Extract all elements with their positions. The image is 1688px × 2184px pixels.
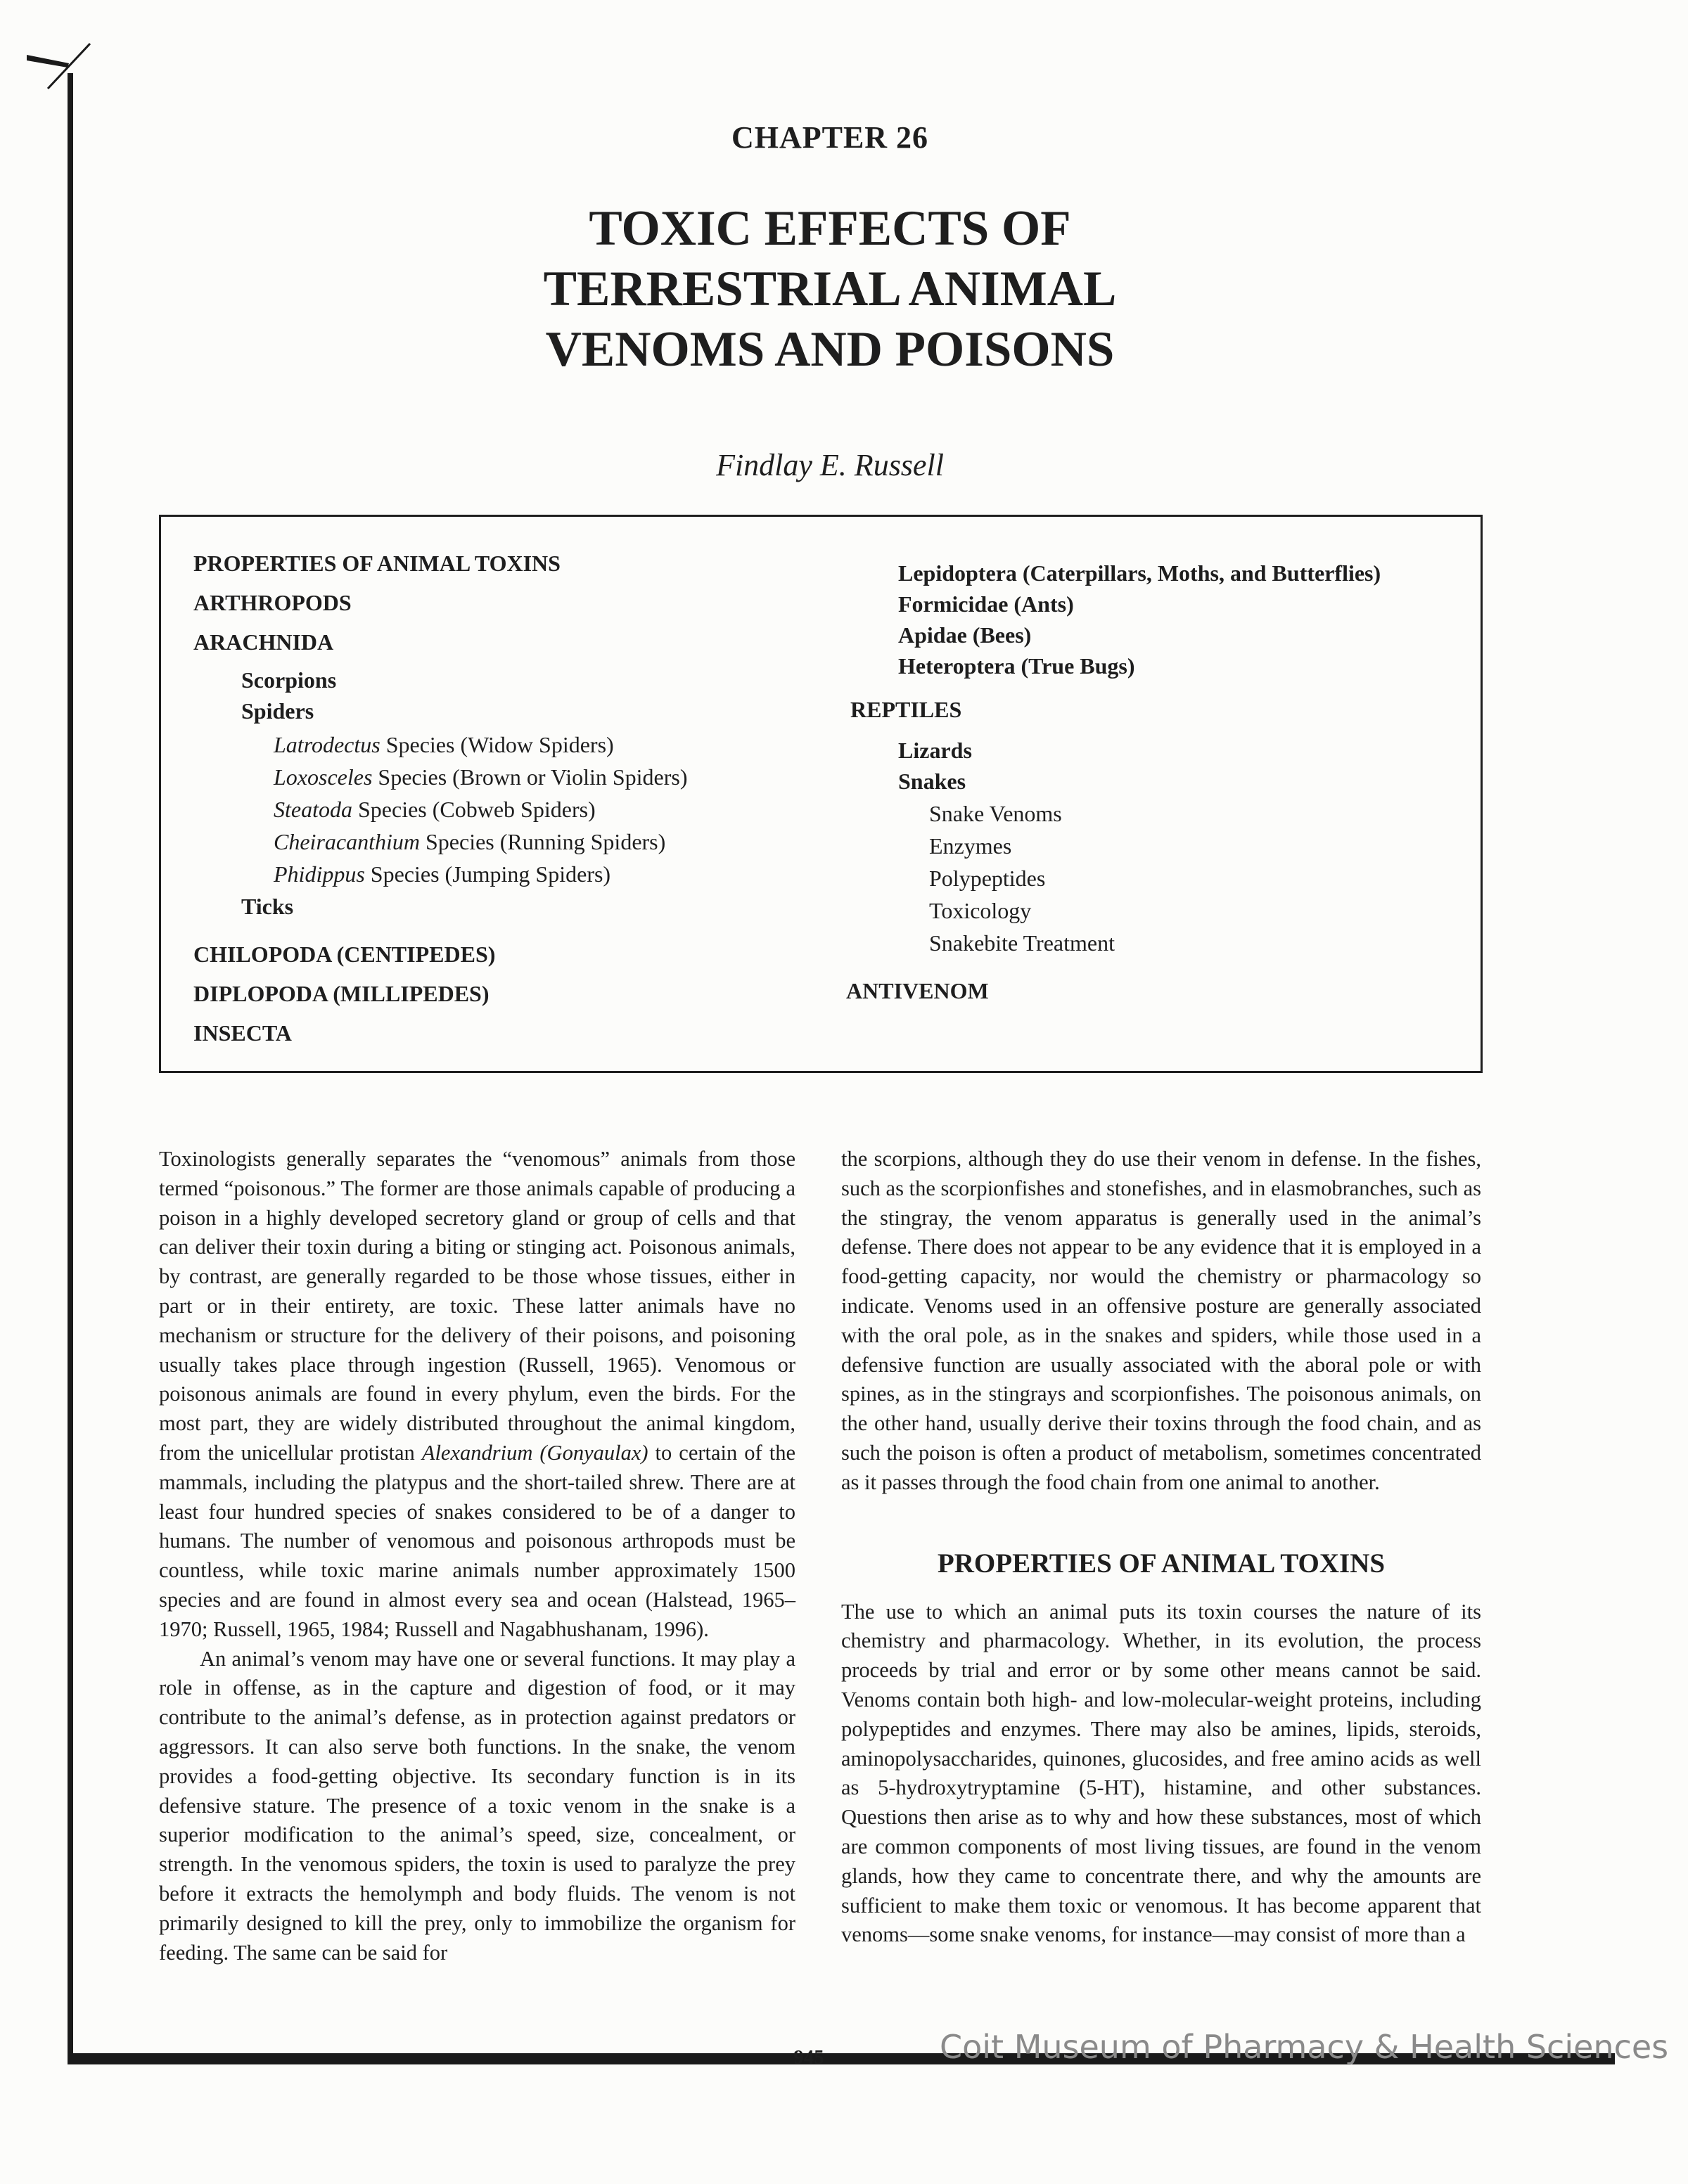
outline-item: Toxicology bbox=[929, 898, 1032, 923]
museum-watermark: Coit Museum of Pharmacy & Health Sciences bbox=[940, 2028, 1669, 2066]
outline-item: DIPLOPODA (MILLIPEDES) bbox=[193, 981, 490, 1006]
body-paragraph bbox=[159, 1145, 795, 1645]
body-paragraph: the scorpions, although they do use their venom in defense. In the fishes, such as the scorpionfishes and stonefishes, and in elasmobranches, such as the stingray, the venom apparatus is generally used in the animal’s defense. There does not appear to be any evidence that it is employed in a food-getting capacity, nor would the chemistry or pharmacology so indicate. Venoms used in an offensive posture are generally associated with the oral pole, as in the snakes and spiders, while those used in a defensive function are usually associated with the aboral pole or with spines, as in the stingrays and scorpionfishes. The poisonous animals, on the other hand, usually derive their toxins through the food chain, and as such the poison is often a product of metabolism, sometimes concentrated as it passes through the food chain from one animal to another. bbox=[841, 1147, 1481, 1494]
page-number: 945 bbox=[793, 2046, 824, 2069]
outline-item: Polypeptides bbox=[929, 866, 1046, 891]
chapter-title bbox=[0, 198, 1660, 380]
author-name: Findlay E. Russell bbox=[716, 448, 944, 482]
outline-item-text: Species (Running Spiders) bbox=[419, 829, 666, 854]
outline-item bbox=[274, 732, 614, 758]
outline-item: PROPERTIES OF ANIMAL TOXINS bbox=[193, 551, 561, 576]
genus-name: Loxosceles bbox=[274, 764, 373, 790]
outline-item: Snakebite Treatment bbox=[929, 930, 1115, 956]
outline-item bbox=[274, 764, 688, 790]
outline-item: REPTILES bbox=[850, 697, 962, 722]
outline-item: Scorpions bbox=[241, 667, 337, 693]
chapter-label: CHAPTER 26 bbox=[731, 120, 929, 155]
outline-item: Ticks bbox=[241, 894, 294, 919]
outline-item: Enzymes bbox=[929, 833, 1012, 859]
outline-item: Apidae (Bees) bbox=[898, 622, 1032, 648]
body-column-right bbox=[841, 1145, 1481, 1950]
outline-item-text: Species (Cobweb Spiders) bbox=[352, 797, 596, 822]
chapter-title-line: VENOMS AND POISONS bbox=[545, 322, 1115, 377]
outline-item: ARACHNIDA bbox=[193, 629, 334, 655]
body-paragraph: The use to which an animal puts its toxin courses the nature of its chemistry and pharmacology. Whether, in its evolution, the process proceeds by trial and error or by some other means cannot be said. Venoms contain both high- and low-molecular-weight proteins, including polypeptides and enzymes. There may also be amines, lipids, steroids, aminopolysaccharides, quinones, glucosides, and free amino acids as well as 5-hydroxytryptamine (5-HT), histamine, and other substances. Questions then arise as to why and how these substances, most of which are common components of most living tissues, are found in the venom glands, how they came to concentrate there, and why the amounts are sufficient to make them toxic or venomous. It has become apparent that venoms—some snake venoms, for instance—may consist of more than a bbox=[841, 1599, 1481, 1947]
outline-item: ANTIVENOM bbox=[846, 978, 989, 1003]
body-text: Toxinologists generally separates the “venomous” animals from those termed “poisonous.” The former are those animals capable of producing a poison in a highly developed secretory gland or group of cells and that can deliver their toxin during a biting or stinging act. Poisonous animals, by contrast, are generally regarded to be those whose tissues, either in part or in their entirety, are toxic. These latter animals have no mechanism or structure for the delivery of their poisons, and poisoning usually takes place through ingestion (Russell, 1965). Venomous or poisonous animals are found in every phylum, even the birds. For the most part, they are widely distributed throughout the animal kingdom, from the unicellular protistan bbox=[159, 1147, 795, 1465]
outline-item: ARTHROPODS bbox=[193, 590, 352, 615]
outline-item: Snakes bbox=[898, 769, 966, 794]
outline-item: Lizards bbox=[898, 738, 972, 763]
corner-scan-mark bbox=[27, 39, 97, 96]
genus-name: Latrodectus bbox=[274, 732, 381, 757]
genus-name: Steatoda bbox=[274, 797, 352, 822]
outline-item: Formicidae (Ants) bbox=[898, 591, 1074, 617]
outline-item: Snake Venoms bbox=[929, 801, 1062, 826]
outline-item bbox=[274, 861, 610, 887]
outline-item-text: Species (Widow Spiders) bbox=[380, 732, 614, 757]
outline-item-text: Species (Jumping Spiders) bbox=[364, 861, 611, 887]
outline-item bbox=[274, 829, 665, 855]
outline-item: Heteroptera (True Bugs) bbox=[898, 653, 1135, 679]
chapter-outline-box bbox=[159, 515, 1483, 1073]
outline-item: Lepidoptera (Caterpillars, Moths, and Butterflies) bbox=[898, 560, 1381, 586]
outline-item bbox=[274, 797, 596, 823]
chapter-title-line: TOXIC EFFECTS OF bbox=[589, 201, 1071, 256]
outline-item: CHILOPODA (CENTIPEDES) bbox=[193, 942, 496, 967]
body-paragraph: An animal’s venom may have one or several functions. It may play a role in offense, as in the capture and digestion of food, or it may contribute to the animal’s defense, as in protection against predators or aggressors. It can also serve both functions. In the snake, the venom provides a food-getting objective. Its secondary function is in its defensive stature. The presence of a toxic venom in the snake is a superior modification to the animal’s speed, size, concealment, or strength. In the venomous spiders, the toxin is used to paralyze the prey before it extracts the hemolymph and body fluids. The venom is not primarily designed to kill the prey, only to immobilize the organism for feeding. The same can be said for bbox=[159, 1646, 795, 1965]
species-name: Alexandrium (Gonyaulax) bbox=[421, 1440, 648, 1465]
genus-name: Cheiracanthium bbox=[274, 829, 420, 854]
body-text: to certain of the mammals, including the platypus and the short-tailed shrew. There are at least four hundred species of snakes considered to be of a danger to humans. The number of venomous and poisonous arthropods must be countless, while toxic marine animals number approximately 1500 species and are found in almost every sea and ocean (Halstead, 1965–1970; Russell, 1965, 1984; Russell and Nagabhushanam, 1996). bbox=[159, 1440, 796, 1641]
chapter-title-line: TERRESTRIAL ANIMAL bbox=[543, 262, 1117, 316]
body-column-left bbox=[159, 1145, 795, 1967]
genus-name: Phidippus bbox=[274, 861, 365, 887]
outline-item-text: Species (Brown or Violin Spiders) bbox=[372, 764, 688, 790]
outline-item: INSECTA bbox=[193, 1020, 292, 1046]
section-heading: PROPERTIES OF ANIMAL TOXINS bbox=[937, 1548, 1386, 1579]
outline-item: Spiders bbox=[241, 698, 314, 724]
